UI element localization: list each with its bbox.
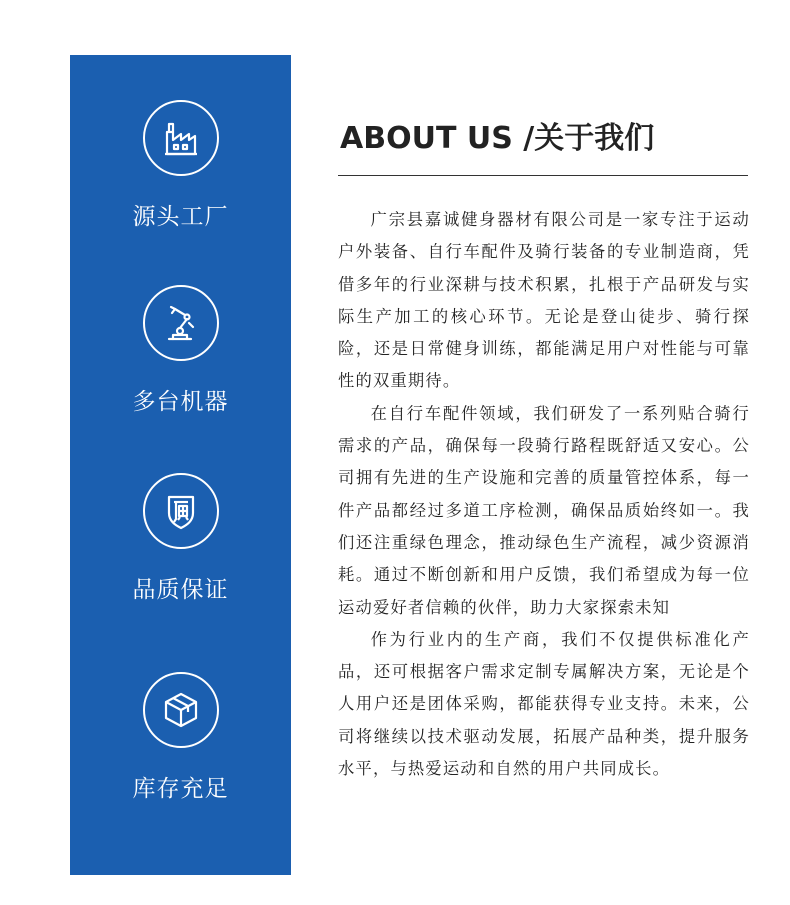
robot-arm-icon bbox=[143, 285, 219, 361]
paragraph: 广宗县嘉诚健身器材有限公司是一家专注于运动户外装备、自行车配件及骑行装备的专业制造商，凭借多年的行业深耕与技术积累，扎根于产品研发与实际生产加工的核心环节。无论是登山徒步、骑行探险，还是日常健身训练，都能满足用户对性能与可靠性的双重期待。 bbox=[338, 210, 750, 391]
quality-shield-icon bbox=[143, 473, 219, 549]
features-sidebar bbox=[70, 55, 291, 875]
feature-factory bbox=[70, 100, 291, 231]
factory-icon bbox=[143, 100, 219, 176]
page-title: ABOUT US /关于我们 bbox=[340, 121, 655, 156]
paragraph: 在自行车配件领域，我们研发了一系列贴合骑行需求的产品，确保每一段骑行路程既舒适又安心。公司拥有先进的生产设施和完善的质量管控体系，每一件产品都经过多道工序检测，确保品质始终如一。我们还注重绿色理念，推动绿色生产流程，减少资源消耗。通过不断创新和用户反馈，我们希望成为每一位运动爱好者信赖的伙伴，助力大家探索未知 bbox=[338, 403, 750, 617]
about-body bbox=[338, 204, 750, 785]
feature-label: 多台机器 bbox=[132, 389, 229, 415]
title-divider bbox=[338, 175, 748, 176]
feature-quality bbox=[70, 473, 291, 604]
box-icon bbox=[143, 672, 219, 748]
feature-label: 库存充足 bbox=[132, 776, 229, 802]
feature-machines bbox=[70, 285, 291, 416]
feature-stock bbox=[70, 672, 291, 803]
feature-label: 品质保证 bbox=[132, 577, 229, 603]
paragraph: 作为行业内的生产商，我们不仅提供标准化产品，还可根据客户需求定制专属解决方案，无论是个人用户还是团体采购，都能获得专业支持。未来，公司将继续以技术驱动发展，拓展产品种类，提升服务水平，与热爱运动和自然的用户共同成长。 bbox=[338, 629, 750, 779]
about-section bbox=[338, 115, 750, 785]
feature-label: 源头工厂 bbox=[132, 204, 229, 230]
